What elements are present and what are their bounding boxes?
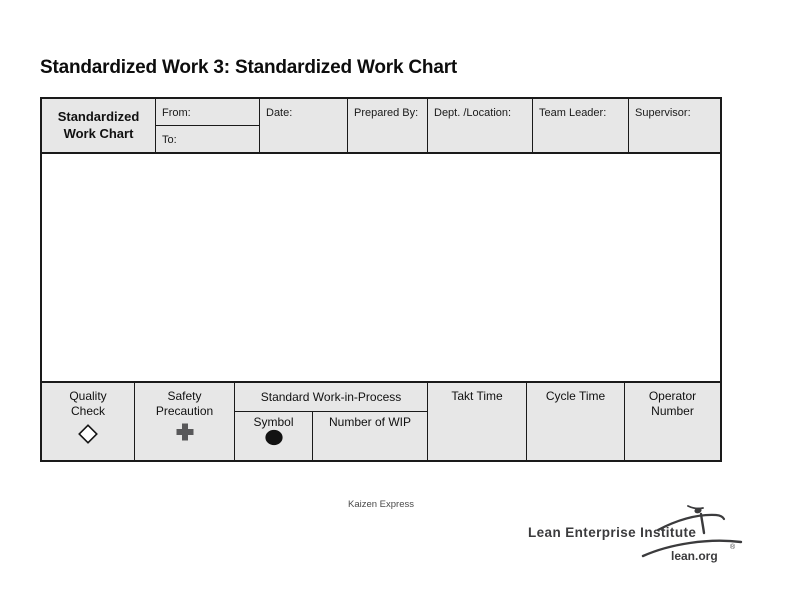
quality-check-label: Quality Check (69, 389, 107, 418)
cycle-time-cell[interactable] (527, 383, 625, 460)
cycle-time-label: Cycle Time (545, 389, 606, 403)
standard-wip-subcells (235, 412, 427, 460)
page-title: Standardized Work 3: Standardized Work Chart (40, 57, 458, 78)
quality-check-cell (42, 383, 135, 460)
operator-number-cell[interactable] (625, 383, 720, 460)
standard-wip-cell (235, 383, 428, 460)
lei-figure-arm (688, 506, 703, 508)
number-of-wip-label: Number of WIP (328, 415, 412, 429)
lei-logo-graphic (512, 502, 768, 570)
to-label: To: (162, 134, 177, 146)
operator-number-label: Operator Number (648, 389, 697, 418)
lei-name-text: Lean Enterprise Institute (528, 525, 697, 540)
chart-drawing-area[interactable] (42, 154, 720, 381)
footer-note: Kaizen Express (347, 499, 414, 510)
date-label: Date: (266, 107, 293, 119)
from-field[interactable] (156, 99, 259, 126)
form-name-cell (42, 99, 156, 152)
dept-location-label: Dept. /Location: (434, 107, 512, 119)
lei-figure-body (701, 514, 704, 533)
lei-registered-mark: ® (730, 544, 736, 551)
from-label: From: (162, 107, 191, 119)
takt-time-label: Takt Time (451, 389, 503, 403)
wip-symbol-label: Symbol (253, 415, 294, 429)
quality-check-diamond-icon (76, 422, 100, 446)
standardized-work-chart-form (40, 97, 722, 462)
from-to-cell (156, 99, 260, 152)
standard-wip-title: Standard Work-in-Process (235, 383, 427, 412)
dept-location-field[interactable] (428, 99, 533, 152)
form-name-label: Standardized Work Chart (57, 108, 140, 141)
safety-precaution-label: Safety Precaution (155, 389, 214, 418)
prepared-by-label: Prepared By: (354, 107, 419, 119)
wip-symbol-circle-icon (264, 429, 284, 446)
date-field[interactable] (260, 99, 348, 152)
legend-row (42, 381, 720, 460)
safety-precaution-plus-icon (175, 422, 195, 442)
form-header-row (42, 99, 720, 154)
prepared-by-field[interactable] (348, 99, 428, 152)
to-field[interactable] (156, 126, 259, 152)
lei-site-text: lean.org (671, 549, 718, 563)
supervisor-field[interactable] (629, 99, 720, 152)
safety-precaution-cell (135, 383, 235, 460)
team-leader-label: Team Leader: (539, 107, 607, 119)
lean-enterprise-institute-logo (512, 502, 768, 570)
supervisor-label: Supervisor: (635, 107, 691, 119)
team-leader-field[interactable] (533, 99, 629, 152)
takt-time-cell[interactable] (428, 383, 527, 460)
number-of-wip-cell[interactable] (313, 412, 427, 460)
wip-symbol-cell (235, 412, 313, 460)
